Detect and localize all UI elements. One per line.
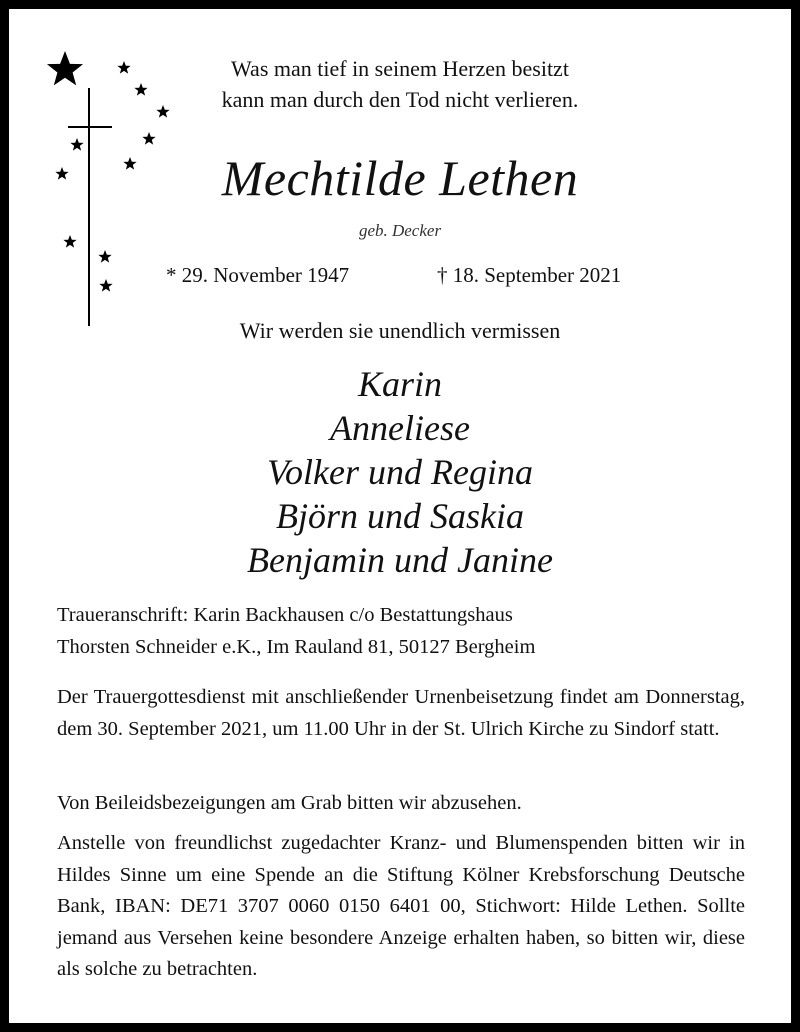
mourner-name: Anneliese [330,408,470,448]
star-icon [47,51,83,85]
star-icon [117,61,130,74]
condolences-paragraph: Von Beileidsbezeigungen am Grab bitten wir abzusehen. [57,792,522,814]
star-icon [99,279,112,292]
mourners-list [150,362,650,582]
missing-line: Wir werden sie unendlich vermissen [239,318,561,343]
birth-name: geb. Decker [358,221,442,240]
quote [170,53,630,115]
mourner-name: Benjamin und Janine [247,540,553,580]
star-icon [55,167,68,180]
address-line: Traueranschrift: Karin Backhausen c/o Bestattungshaus [57,604,513,626]
donation-paragraph: Anstelle von freundlichst zugedachter Kranz- und Blumenspenden bitten wir in Hildes Sinne um eine Spende an die Stiftung Kölner Krebsforschung Deutsche Bank, IBAN: DE71 3707 0060 0150 6401 00, Stichwort: Hilde Lethen. Sollte jemand aus Versehen keine besondere Anzeige erhalten haben, so bitten wir, diese als solche zu betrachten. [57,832,745,980]
death-date: † 18. September 2021 [437,263,622,287]
birth-date: * 29. November 1947 [166,263,350,287]
mourner-name: Karin [357,364,443,404]
cross-icon [88,88,90,326]
quote-line: Was man tief in seinem Herzen besitzt [231,56,569,81]
star-icon [156,105,169,118]
address-line: Thorsten Schneider e.K., Im Rauland 81, 50127 Bergheim [57,635,536,658]
star-icon [63,235,76,248]
service-paragraph: Der Trauergottesdienst mit anschließender Urnenbeisetzung findet am Donnerstag, dem 30. September 2021, um 11.00 Uhr in der St. Ulrich Kirche zu Sindorf statt. [57,686,745,740]
deceased-name: Mechtilde Lethen [221,150,579,206]
mourner-name: Björn und Saskia [276,496,524,536]
mourning-address [57,600,745,663]
star-icon [70,138,83,151]
star-icon [134,83,147,96]
mourner-name: Volker und Regina [267,452,533,492]
cross-bar [68,126,112,128]
quote-line: kann man durch den Tod nicht verlieren. [221,87,579,112]
star-icon [98,250,111,263]
star-icon [123,157,136,170]
